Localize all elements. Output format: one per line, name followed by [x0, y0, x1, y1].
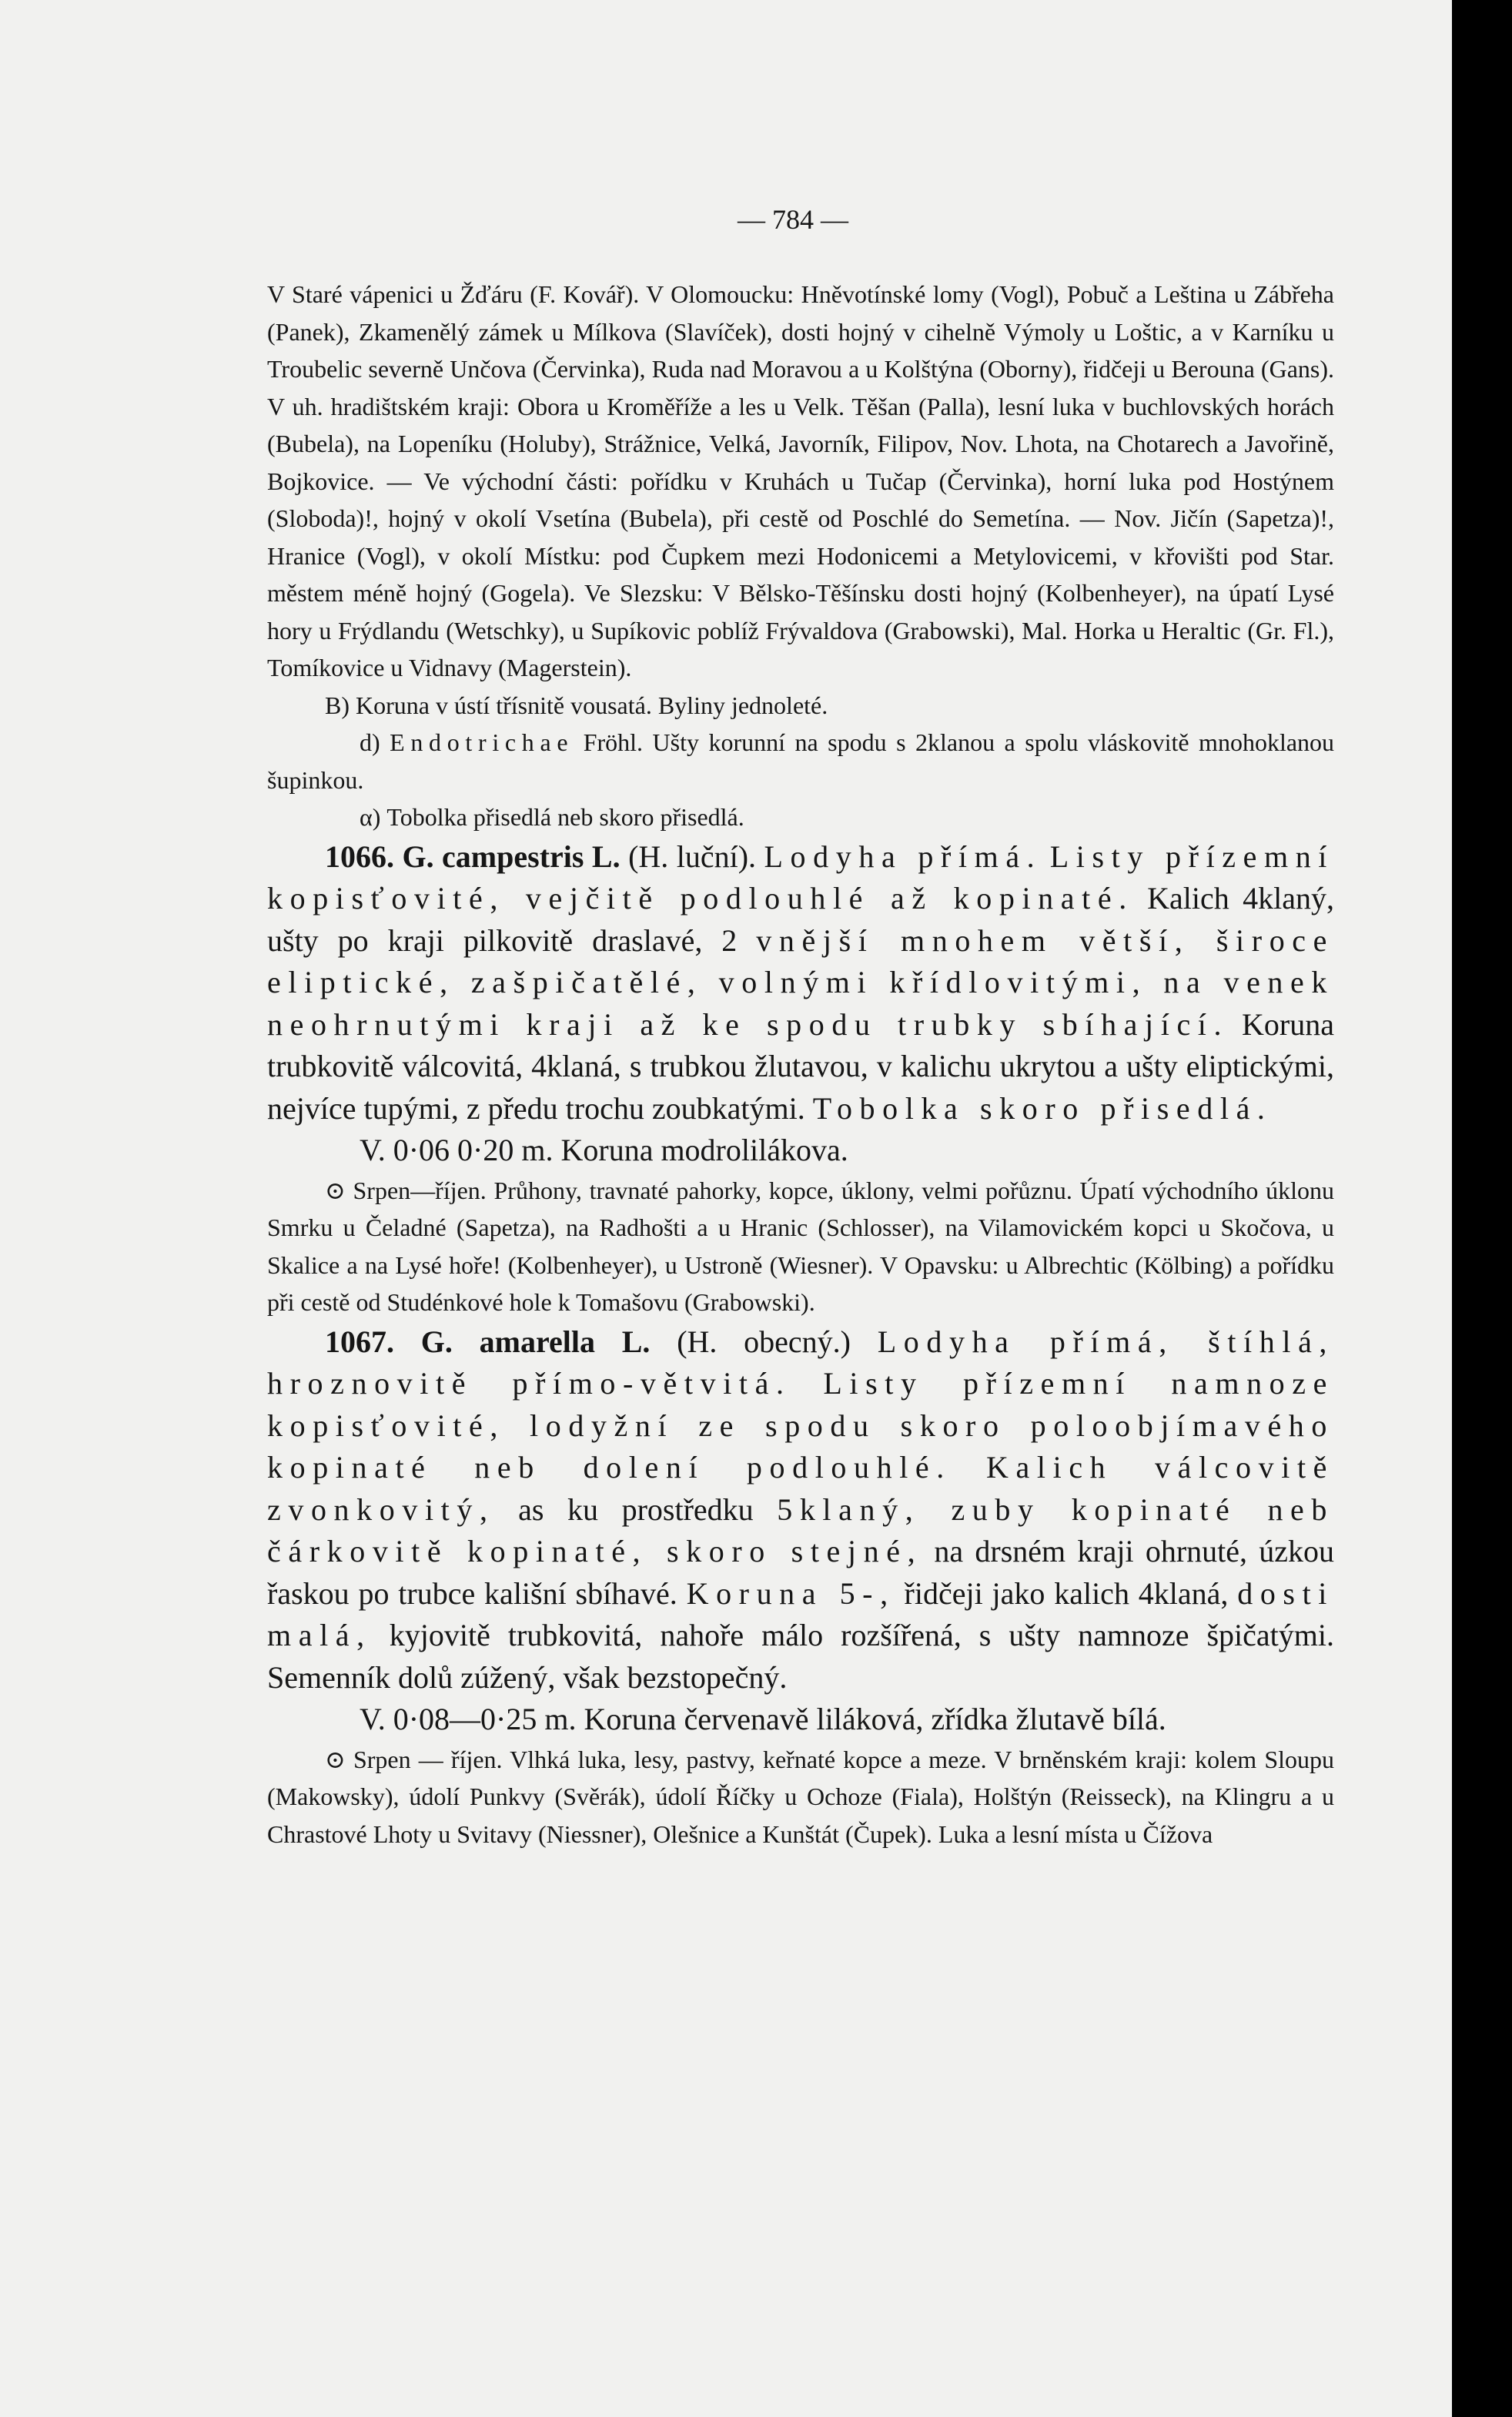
- species-number: 1066.: [325, 839, 394, 874]
- locality-paragraph: V Staré vápenici u Žďáru (F. Kovář). V Olomoucku: Hněvotínské lomy (Vogl), Pobuč a Leština u Zábřeha (Panek), Zkamenělý zámek u Mílkova (Slavíček), dosti hojný v cihelně Výmoly u Loštic, a v Karníku u Troubelic severně Unčova (Červinka), Ruda nad Moravou a u Kolštýna (Oborny), řidčeji u Berouna (Gans). V uh. hradištském kraji: Obora u Kroměříže a les u Velk. Těšan (Palla), lesní luka v buchlovských horách (Bubela), na Lopeníku (Holuby), Strážnice, Velká, Javorník, Filipov, Nov. Lhota, na Chotarech a Javořině, Bojkovice. — Ve východní části: pořídku v Kruhách u Tučap (Červinka), horní luka pod Hostýnem (Sloboda)!, hojný v okolí Vsetína (Bubela), při cestě od Poschlé do Semetína. — Nov. Jičín (Sapetza)!, Hranice (Vogl), v okolí Místku: pod Čupkem mezi Hodonicemi a Metylovicemi, v křovišti pod Star. městem méně hojný (Gogela). Ve Slezsku: V Bělsko-Těšínsku dosti hojný (Kolbenheyer), na úpatí Lysé hory u Frýdlandu (Wetschky), u Supíkovic poblíž Frývaldova (Grabowski), Mal. Horka u Heraltic (Gr. Fl.), Tomíkovice u Vidnavy (Magerstein).: [267, 280, 1334, 681]
- species-size-1066: V. 0·06 0·20 m. Koruna modrolilákova.: [360, 1133, 848, 1167]
- subsection-alpha: α) Tobolka přisedlá neb skoro přisedlá.: [360, 803, 744, 831]
- description-stem: Lodyha přímá, štíhlá, hroznovitě přímo-větvitá.: [267, 1324, 1335, 1401]
- species-name: G. campestris L.: [402, 839, 621, 874]
- description-corolla-size: dosti malá,: [267, 1575, 1335, 1652]
- species-habitat-1066: ⊙ Srpen—říjen. Průhony, travnaté pahorky, kopce, úklony, velmi pořůznu. Úpatí východního úklonu Smrku u Čeladné (Sapetza), na Radhošti a u Hranic (Schlosser), na Vilamovickém kopci u Skočova, u Skalice a na Lysé hoře! (Kolbenheyer), u Ustroně (Wiesner). V Opavsku: u Albrechtic (Kölbing) a pořídku při cestě od Studénkové hole k Tomašovu (Grabowski).: [267, 1176, 1334, 1316]
- description-corolla: Koruna trubkovitě válcovitá, 4klaná, s trubkou žlutavou, v kalichu ukrytou a ušty eliptickými, nejvíce tupými, z předu trochu zoubkatými.: [267, 1006, 1334, 1126]
- description-leaves: Listy přízemní kopisťovité, vejčitě podlouhlé až kopinaté.: [267, 839, 1335, 916]
- description-calyx-lobes: vnější mnohem větší, široce eliptické, zašpičatělé, volnými křídlovitými, na venek neohrnutými kraji až ke spodu trubky sbíhající.: [267, 922, 1334, 1042]
- scan-border: [1452, 0, 1512, 2417]
- species-name: G. amarella L.: [420, 1324, 651, 1359]
- description-leaves: Listy přízemní namnoze kopisťovité, lodyžní ze spodu skoro poloobjímavého kopinaté neb dolení podlouhlé.: [267, 1366, 1334, 1485]
- description-corolla-shape: kyjovitě trubkovitá, nahoře málo rozšířená, s ušty namnoze špičatými. Semenník dolů zúžený, však bezstopečný.: [267, 1618, 1335, 1695]
- species-entry-1067: [267, 1321, 1334, 1699]
- species-czech-name: (H. obecný.): [677, 1324, 851, 1359]
- description-corolla: Koruna 5-,: [686, 1575, 895, 1611]
- description-capsule: Tobolka skoro přisedlá.: [812, 1090, 1273, 1126]
- subsection-d-author: Fröhl.: [583, 728, 644, 756]
- subsection-d-name: Endotrichae: [390, 728, 574, 756]
- subsection-b: B) Koruna v ústí třísnitě vousatá. Byliny jednoleté.: [325, 691, 828, 719]
- species-number: 1067.: [325, 1324, 394, 1359]
- description-calyx: Kalich 4klaný, ušty po kraji pilkovitě draslavé, 2: [267, 881, 1334, 958]
- subsection-d: [267, 724, 1334, 798]
- species-size-1067: V. 0·08—0·25 m. Koruna červenavě liláková, zřídka žlutavě bílá.: [360, 1702, 1166, 1736]
- description-stem: Lodyha přímá.: [764, 839, 1042, 874]
- description-corolla-lobes: řidčeji jako kalich 4klaná,: [904, 1575, 1229, 1611]
- page-number: — 784 —: [738, 204, 848, 235]
- subsection-d-text: Ušty korunní na spodu s 2klanou a spolu vláskovitě mnohoklanou šupinkou.: [267, 728, 1335, 794]
- species-entry-1066: [267, 836, 1334, 1130]
- page-text: [267, 276, 1334, 1853]
- subsection-d-label: d): [360, 728, 380, 756]
- species-habitat-1067: ⊙ Srpen — říjen. Vlhká luka, lesy, pastvy, keřnaté kopce a meze. V brněnském kraji: kolem Sloupu (Makowsky), údolí Punkvy (Svěrák), údolí Říčky u Ochoze (Fiala), Holštýn (Reisseck), na Klingru a u Chrastové Lhoty u Svitavy (Niessner), Olešnice a Kunštát (Čupek). Luka a lesní místa u Čížova: [267, 1745, 1334, 1848]
- description-calyx-teeth: 5klaný, zuby kopinaté neb čárkovitě kopinaté, skoro stejné,: [267, 1491, 1335, 1568]
- description-calyx-edge: na drsném kraji ohrnuté, úzkou řaskou po trubce kališní sbíhavé.: [267, 1534, 1335, 1611]
- species-czech-name: (H. luční).: [628, 839, 757, 874]
- description-calyx: Kalich válcovitě zvonkovitý,: [267, 1450, 1335, 1527]
- description-calyx-depth: as ku prostředku: [518, 1491, 754, 1527]
